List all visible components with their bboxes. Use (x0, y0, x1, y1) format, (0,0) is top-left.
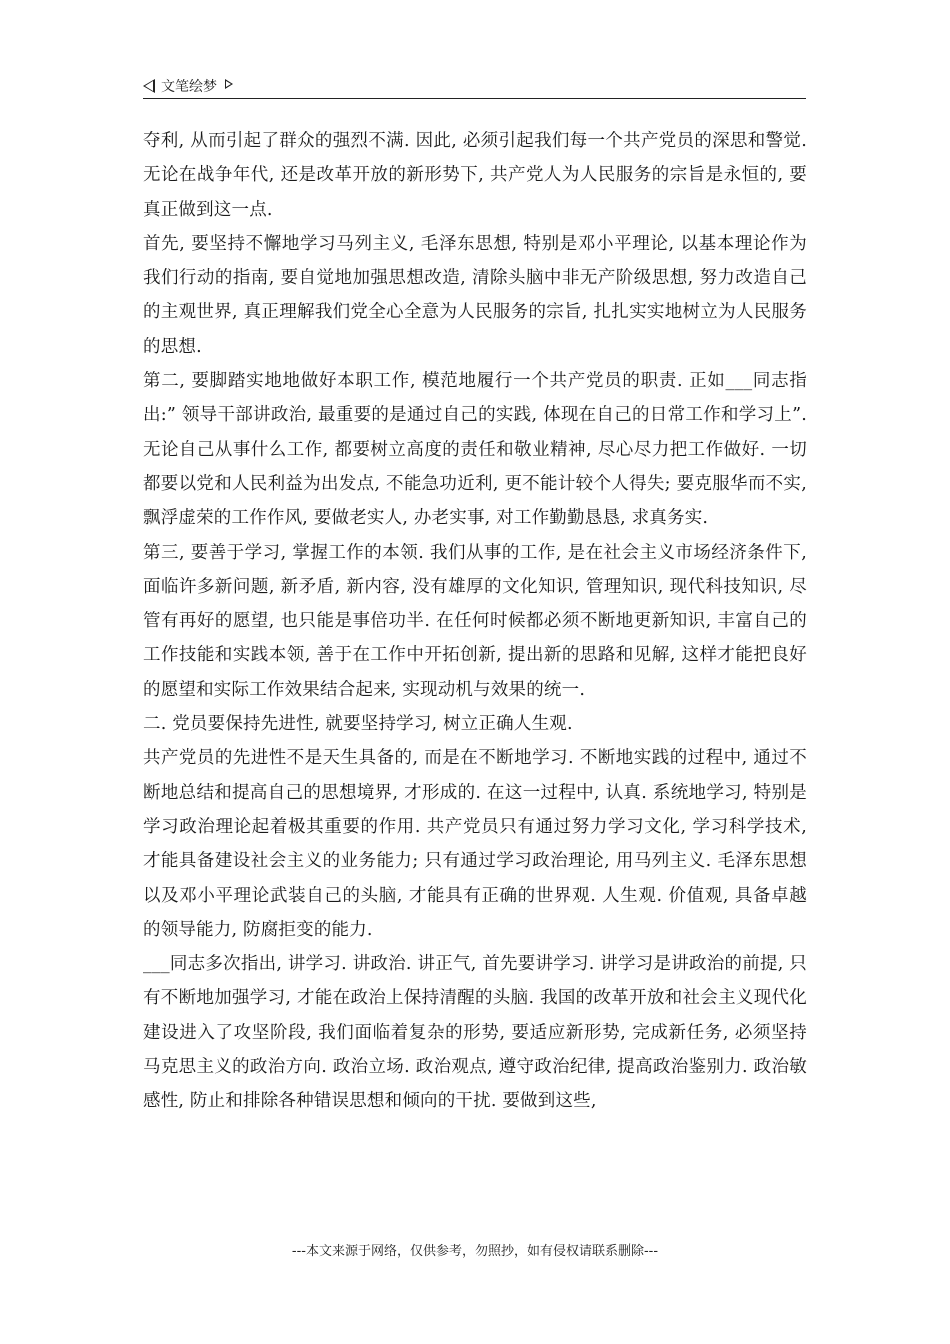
paragraph: 第三, 要善于学习, 掌握工作的本领. 我们从事的工作, 是在社会主义市场经济条件下, 面临许多新问题, 新矛盾, 新内容, 没有雄厚的文化知识, 管理知识, 现代科技知识, 尽管有再好的愿望, 也只能是事倍功半. 在任何时候都必须不断地更新知识, 丰富自己的工作技能和实践本领, 善于在工作中开拓创新, 提出新的思路和见解, 这样才能把良好的愿望和实际工作效果结合起来, 实现动机与效果的统一. (143, 542, 807, 700)
paragraph: 夺利, 从而引起了群众的强烈不满. 因此, 必须引起我们每一个共产党员的深思和警觉. 无论在战争年代, 还是改革开放的新形势下, 共产党人为人民服务的宗旨是永恒的, 要真正做到这一点. (143, 131, 807, 220)
header-divider (143, 98, 806, 99)
page-header (143, 74, 806, 98)
paragraph: 首先, 要坚持不懈地学习马列主义, 毛泽东思想, 特别是邓小平理论, 以基本理论作为我们行动的指南, 要自觉地加强思想改造, 清除头脑中非无产阶级思想, 努力改造自己的主观世界, 真正理解我们党全心全意为人民服务的宗旨, 扎扎实实地树立为人民服务的思想. (143, 233, 807, 357)
paragraph: ___同志多次指出, 讲学习. 讲政治. 讲正气, 首先要讲学习. 讲学习是讲政治的前提, 只有不断地加强学习, 才能在政治上保持清醒的头脑. 我国的改革开放和社会主义现代化建设进入了攻坚阶段, 我们面临着复杂的形势, 要适应新形势, 完成新任务, 必须坚持马克思主义的政治方向. 政治立场. 政治观点, 遵守政治纪律, 提高政治鉴别力. 政治敏感性, 防止和排除各种错误思想和倾向的干扰. 要做到这些, (143, 954, 807, 1112)
triangle-left-icon (143, 79, 155, 93)
header-title: 文笔绘梦 (161, 79, 217, 95)
document-body (143, 124, 807, 1119)
footer-notice: ---本文来源于网络，仅供参考，勿照抄，如有侵权请联系删除--- (291, 1244, 659, 1259)
triangle-right-icon (225, 79, 233, 89)
paragraph: 第二, 要脚踏实地地做好本职工作, 模范地履行一个共产党员的职责. 正如___同志指出:” 领导干部讲政治, 最重要的是通过自己的实践, 体现在自己的日常工作和学习上”. 无论自己从事什么工作, 都要树立高度的责任和敬业精神, 尽心尽力把工作做好. 一切都要以党和人民利益为出发点, 不能急功近利, 更不能计较个人得失; 要克服华而不实, 飘浮虚荣的工作作风, 要做老实人, 办老实事, 对工作勤勤恳恳, 求真务实. (143, 371, 807, 529)
section-heading: 二. 党员要保持先进性, 就要坚持学习, 树立正确人生观. (143, 714, 573, 735)
paragraph: 共产党员的先进性不是天生具备的, 而是在不断地学习. 不断地实践的过程中, 通过不断地总结和提高自己的思想境界, 才形成的. 在这一过程中, 认真. 系统地学习, 特别是学习政治理论起着极其重要的作用. 共产党员只有通过努力学习文化, 学习科学技术, 才能具备建设社会主义的业务能力; 只有通过学习政治理论, 用马列主义. 毛泽东思想以及邓小平理论武装自己的头脑, 才能具有正确的世界观. 人生观. 价值观, 具备卓越的领导能力, 防腐拒变的能力. (143, 748, 807, 940)
